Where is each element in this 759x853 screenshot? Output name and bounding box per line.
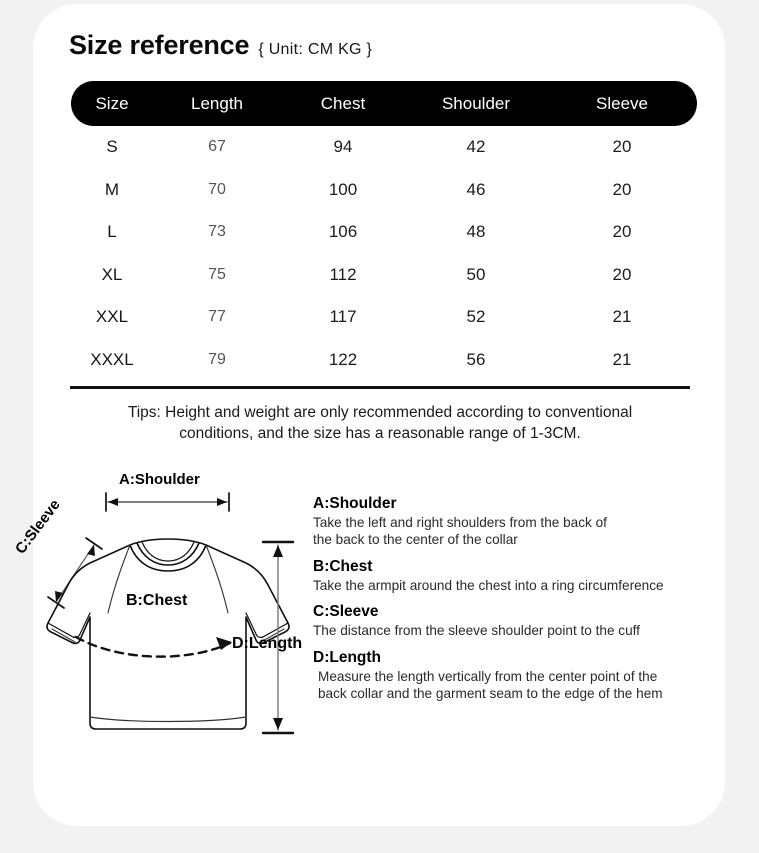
tshirt-illustration-svg: [18, 465, 328, 755]
cell-length: 77: [208, 308, 226, 326]
tips-text: [78, 402, 682, 445]
diagram-label-length: D:Length: [232, 635, 303, 652]
chest-dimension-arrow: [76, 637, 232, 657]
description-shoulder: [313, 495, 725, 549]
table-bottom-rule: [70, 386, 690, 389]
cell-size: S: [106, 137, 118, 157]
cell-shoulder: 46: [466, 179, 486, 199]
page-title: [69, 30, 372, 61]
size-table-container: [71, 81, 697, 381]
description-body: [313, 577, 725, 594]
diagram-label-chest: B:Chest: [126, 592, 188, 609]
cell-length: 70: [208, 180, 226, 198]
description-heading: C:Sleeve: [313, 603, 379, 621]
cell-chest: 100: [328, 179, 358, 199]
description-heading: B:Chest: [313, 557, 373, 575]
column-header-size: Size: [95, 93, 129, 113]
cell-size: XXXL: [90, 349, 134, 369]
description-heading: D:Length: [313, 648, 382, 666]
cell-sleeve: 20: [612, 264, 632, 284]
diagram-label-shoulder: A:Shoulder: [119, 471, 200, 488]
cell-sleeve: 21: [612, 307, 632, 327]
cell-sleeve: 21: [612, 349, 632, 369]
cell-sleeve: 20: [612, 222, 632, 242]
cell-shoulder: 48: [466, 222, 486, 242]
tips-line-2: conditions, and the size has a reasonable range of 1-3CM.: [179, 425, 581, 443]
size-table: [71, 81, 697, 381]
diagram-label-sleeve: C:Sleeve: [12, 496, 64, 558]
cell-chest: 106: [328, 222, 358, 242]
table-row: [71, 254, 697, 297]
description-line: back collar and the garment seam to the edge of the hem: [318, 685, 663, 701]
table-row: [71, 339, 697, 382]
cell-chest: 112: [329, 264, 357, 284]
unit-note: { Unit: CM KG }: [258, 41, 373, 58]
cell-sleeve: 20: [612, 137, 632, 157]
cell-size: XXL: [95, 307, 129, 327]
cell-size: L: [107, 222, 117, 242]
cell-shoulder: 56: [466, 349, 486, 369]
description-sleeve: [313, 603, 725, 639]
description-length: [313, 649, 725, 703]
description-heading: A:Shoulder: [313, 495, 397, 512]
column-header-length: Length: [191, 93, 243, 113]
title-text: Size reference: [69, 30, 250, 60]
cell-shoulder: 52: [466, 307, 486, 327]
cell-size: M: [104, 179, 120, 199]
measurement-descriptions: [313, 495, 725, 711]
cell-sleeve: 20: [612, 179, 632, 199]
description-body: [313, 514, 725, 549]
cell-length: 67: [208, 138, 226, 156]
table-row: [71, 126, 697, 169]
cell-chest: 94: [333, 137, 353, 157]
tshirt-outline: [47, 539, 289, 729]
tips-line-1: Tips: Height and weight are only recommended according to conventional: [127, 404, 633, 421]
description-body: [313, 668, 725, 703]
description-line: Take the armpit around the chest into a ring circumference: [313, 577, 664, 593]
table-row: [71, 211, 697, 254]
column-header-sleeve: Sleeve: [596, 93, 648, 113]
cell-length: 75: [208, 265, 226, 283]
sleeve-dimension-arrow: [48, 538, 102, 608]
cell-shoulder: 42: [466, 137, 486, 157]
cell-chest: 122: [328, 349, 358, 369]
column-header-shoulder: Shoulder: [441, 93, 511, 113]
cell-chest: 117: [329, 307, 357, 327]
column-header-chest: Chest: [320, 93, 366, 113]
table-row: [71, 169, 697, 212]
shoulder-dimension-arrow: [106, 493, 229, 511]
description-body: [313, 622, 725, 639]
cell-length: 79: [208, 350, 226, 368]
table-row: [71, 296, 697, 339]
cell-shoulder: 50: [466, 264, 486, 284]
cell-size: XL: [101, 264, 123, 284]
description-line: The distance from the sleeve shoulder point to the cuff: [313, 623, 640, 639]
cell-length: 73: [208, 223, 226, 241]
description-chest: [313, 558, 725, 594]
description-line: Take the left and right shoulders from the back of: [313, 515, 607, 530]
description-line: Measure the length vertically from the center point of the: [318, 668, 658, 684]
size-table-body: [71, 126, 697, 381]
table-header-row: [71, 81, 697, 126]
description-line: the back to the center of the collar: [313, 532, 518, 548]
